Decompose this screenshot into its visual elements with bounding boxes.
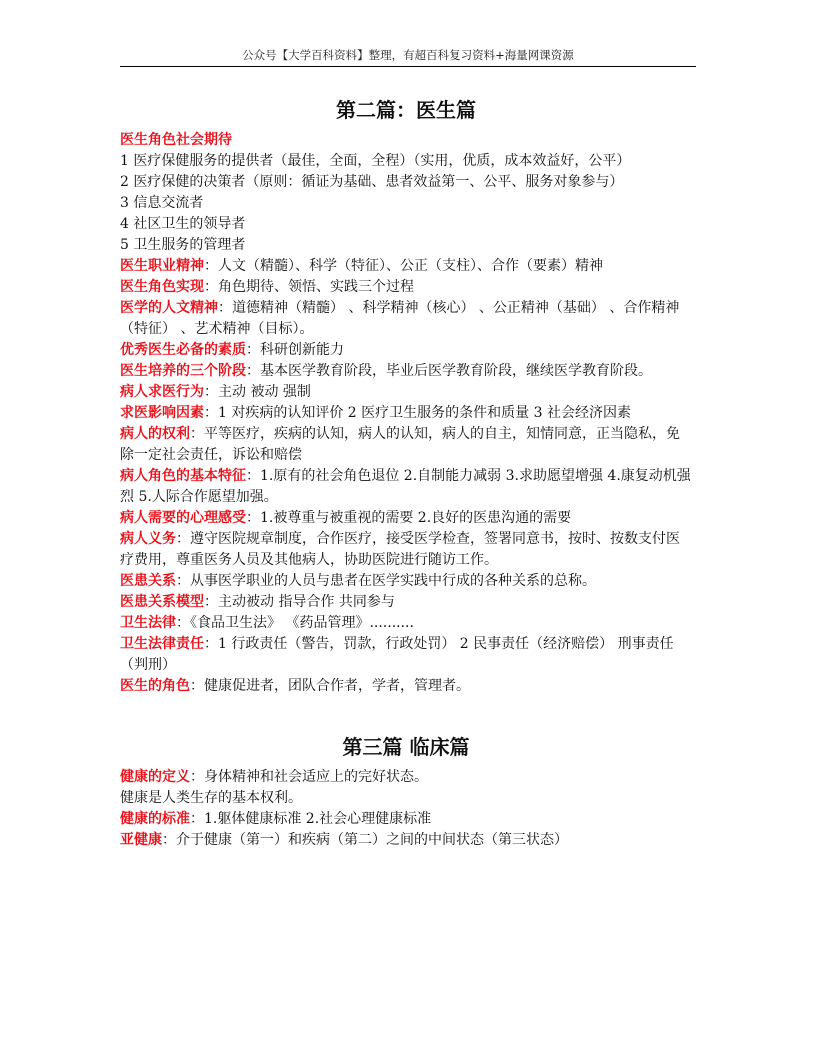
term-text: ：1 对疾病的认知评价 2 医疗卫生服务的条件和质量 3 社会经济因素 [204, 405, 631, 421]
term-text: ：角色期待、领悟、实践三个过程 [204, 279, 414, 295]
term-text: ：健康促进者，团队合作者，学者，管理者。 [190, 678, 470, 694]
list-item: 3 信息交流者 [120, 195, 204, 211]
page-header: 公众号【大学百科资料】整理，有超百科复习资料+海量网课资源 [242, 48, 574, 62]
term-entry [120, 809, 692, 830]
term-text: ：从事医学职业的人员与患者在医学实践中行成的各种关系的总称。 [176, 573, 596, 589]
term-label: 健康的标准 [120, 811, 190, 827]
term-label: 医生角色实现 [120, 279, 204, 295]
term-text: ：人文（精髓）、科学（特征）、公正（支柱）、合作（要素）精神 [204, 258, 603, 274]
term-entry [120, 340, 692, 361]
term-entry [120, 676, 692, 697]
term-entry [120, 571, 692, 592]
term-entry [120, 830, 692, 851]
section-title-clinical: 第三篇 临床篇 [342, 735, 470, 759]
term-text: ：基本医学教育阶段，毕业后医学教育阶段，继续医学教育阶段。 [246, 363, 652, 379]
term-text: ：1.原有的社会角色退位 2.自制能力减弱 3.求助愿望增强 4.康复动机强烈 5.人际合作愿望加强。 [120, 468, 691, 505]
term-text: ：主动被动 指导合作 共同参与 [204, 594, 395, 610]
plain-line: 健康是人类生存的基本权利。 [120, 790, 302, 806]
term-text: ：道德精神（精髓） 、科学精神（核心） 、公正精神（基础） 、合作精神（特征） 、艺术精神（目标）。 [120, 300, 680, 337]
term-label: 医学的人文精神 [120, 300, 218, 316]
section-title-doctor: 第二篇：医生篇 [336, 98, 476, 122]
header-divider [120, 66, 696, 67]
term-label: 卫生法律 [120, 615, 176, 631]
term-label: 医患关系 [120, 573, 176, 589]
term-entry [120, 361, 692, 382]
term-label: 医患关系模型 [120, 594, 204, 610]
term-text: ：科研创新能力 [246, 342, 344, 358]
term-label: 优秀医生必备的素质 [120, 342, 246, 358]
term-text: ：平等医疗，疾病的认知，病人的认知，病人的自主，知情同意，正当隐私，免除一定社会责任，诉讼和赔偿 [120, 426, 680, 463]
term-entry [120, 508, 692, 529]
term-text: ：身体精神和社会适应上的完好状态。 [190, 769, 428, 785]
term-text: ：1.被尊重与被重视的需要 2.良好的医患沟通的需要 [246, 510, 572, 526]
term-label: 医生角色社会期待 [120, 132, 232, 148]
term-entry [120, 529, 692, 571]
term-label: 医生的角色 [120, 678, 190, 694]
document-body [120, 96, 692, 851]
term-label: 亚健康 [120, 832, 162, 848]
term-text: ：遵守医院规章制度，合作医疗，接受医学检查，签署同意书，按时、按数支付医疗费用，尊重医务人员及其他病人，协助医院进行随访工作。 [120, 531, 680, 568]
list-item: 2 医疗保健的决策者（原则：循证为基础、患者效益第一、公平、服务对象参与） [120, 174, 624, 190]
term-entry [120, 382, 692, 403]
term-entry [120, 424, 692, 466]
term-heading [120, 130, 692, 151]
term-entry [120, 256, 692, 277]
term-entry [120, 403, 692, 424]
term-text: ：介于健康（第一）和疾病（第二）之间的中间状态（第三状态） [162, 832, 568, 848]
term-label: 病人需要的心理感受 [120, 510, 246, 526]
term-entry [120, 298, 692, 340]
term-label: 求医影响因素 [120, 405, 204, 421]
term-label: 病人的权利 [120, 426, 190, 442]
list-item: 1 医疗保健服务的提供者（最佳，全面，全程）（实用，优质，成本效益好，公平） [120, 153, 631, 169]
term-entry [120, 466, 692, 508]
list-item: 5 卫生服务的管理者 [120, 237, 246, 253]
term-text: ：1 行政责任（警告，罚款，行政处罚） 2 民事责任（经济赔偿） 刑事责任（判刑） [120, 636, 674, 673]
section-spacer [120, 697, 692, 733]
term-text: ：1.躯体健康标准 2.社会心理健康标准 [190, 811, 432, 827]
term-entry [120, 634, 692, 676]
term-label: 卫生法律责任 [120, 636, 204, 652]
term-label: 病人求医行为 [120, 384, 204, 400]
term-entry [120, 277, 692, 298]
term-label: 健康的定义 [120, 769, 190, 785]
term-entry [120, 767, 692, 788]
term-entry [120, 592, 692, 613]
term-text: ：主动 被动 强制 [204, 384, 311, 400]
term-label: 医生职业精神 [120, 258, 204, 274]
term-text: ：《食品卫生法》 《药品管理》.......... [176, 615, 414, 631]
list-item: 4 社区卫生的领导者 [120, 216, 246, 232]
term-label: 医生培养的三个阶段 [120, 363, 246, 379]
term-label: 病人角色的基本特征 [120, 468, 246, 484]
term-label: 病人义务 [120, 531, 176, 547]
term-entry [120, 613, 692, 634]
